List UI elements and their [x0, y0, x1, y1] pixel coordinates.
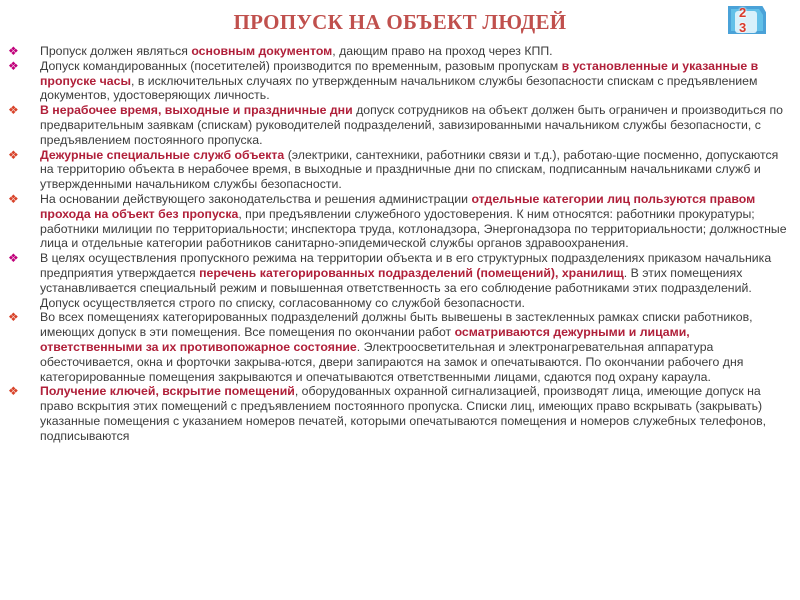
badge-number-bottom: 3 [739, 20, 747, 35]
badge-number-top: 2 [739, 5, 747, 20]
highlighted-text: осматриваются дежурными и лицами, ответственными за их противопожарное состояние [40, 325, 690, 354]
body-text: На основании действующего законодательства и решения администрации [40, 191, 472, 206]
body-text: , дающим право на проход через КПП. [332, 44, 553, 58]
diamond-bullet-icon: ❖ [8, 44, 19, 58]
list-item [0, 384, 800, 443]
diamond-bullet-icon: ❖ [8, 147, 19, 162]
highlighted-text: перечень категорированных подразделений (помещений), хранилищ [199, 265, 624, 280]
body-text: , оборудованных охранной сигнализацией, производят лица, имеющие допуск на право вскрытия этих помещений с предъявлением постоянного пропуска. Списки лиц, имеющих право вскрывать (закрывать) указанные помещения с указанием номеров печатей, которыми опечатываются помещения и номеров служебных телефонов, подписываются [40, 384, 767, 443]
list-item [0, 148, 800, 192]
diamond-bullet-icon: ❖ [8, 58, 19, 73]
body-text: допуск сотрудников на объект должен быть ограничен и производиться по предварительным заявкам (спискам) руководителей подразделений, завизированными начальником службы безопасности, с предъявлением постоянного пропуска. [40, 103, 783, 147]
bullet-list [0, 44, 800, 444]
highlighted-text: основным документом [191, 44, 333, 58]
body-text: В целях осуществления пропускного режима на территории объекта и в его структурных подразделениях приказом начальника предприятия утверждается [40, 251, 772, 280]
list-item [0, 310, 800, 384]
body-text: , при предъявлении служебного удостоверения. К ним относятся: работники прокуратуры; работники милиции по территориальности; инспектора труда, котлонадзора, Энергонадзора по территориальности; должностные лица и отдельные категории работников санитарно-эпидемической службы органов здравоохранения. [40, 206, 787, 251]
page-number-badge [719, 2, 769, 38]
body-text: Во всех помещениях категорированных подразделений должны быть вывешены в застекленных рамках списки работников, имеющих допуск в эти помещения. Все помещения по окончании работ [40, 310, 753, 340]
diamond-bullet-icon: ❖ [8, 384, 19, 399]
diamond-bullet-icon: ❖ [8, 310, 19, 325]
list-item [0, 103, 800, 147]
slide-title: ПРОПУСК НА ОБЪЕКТ ЛЮДЕЙ [233, 10, 567, 34]
highlighted-text: Дежурные специальные служб объекта [40, 147, 285, 162]
diamond-bullet-icon: ❖ [8, 191, 19, 206]
body-text: . Электроосветительная и электронагревательная аппаратура обесточивается, окна и форточки закрыва-ются, двери запираются на замок и опечатываются. По окончании рабочего дня категорированные помещения закрываются и опечатываются ответственными лицами, сдаются под охрану караула. [40, 339, 744, 384]
body-text: Пропуск должен являться [40, 44, 192, 58]
highlighted-text: отдельные категории лиц пользуются правом прохода на объект без пропуска [40, 191, 756, 221]
highlighted-text: В нерабочее время, выходные и праздничные дни [40, 103, 353, 118]
body-text: Допуск командированных (посетителей) производится по временным, разовым пропускам [40, 58, 562, 73]
body-text: . В этих помещениях устанавливается специальный режим и повышенная ответственность за его соблюдение работниками этих подразделений. Допуск осуществляется строго по списку, согласованному со службой безопасности. [40, 265, 752, 310]
body-text: (электрики, сантехники, работники связи и т.д.), работаю-щие посменно, допускаются на территорию объекта в нерабочее время, в выходные и праздничные дни по спискам, подписанным начальниками служб и утвержденными начальником службы безопасности. [40, 147, 779, 192]
diamond-bullet-icon: ❖ [8, 103, 19, 118]
list-item [0, 192, 800, 251]
list-item [0, 44, 800, 59]
highlighted-text: в установленные и указанные в пропуске часы [40, 58, 759, 88]
diamond-bullet-icon: ❖ [8, 251, 19, 266]
body-text: , в исключительных случаях по утвержденным начальником службы безопасности спискам с предъявлением документов, удостоверяющих личность. [40, 73, 758, 103]
highlighted-text: Получение ключей, вскрытие помещений [40, 384, 295, 399]
list-item [0, 59, 800, 103]
list-item [0, 251, 800, 310]
